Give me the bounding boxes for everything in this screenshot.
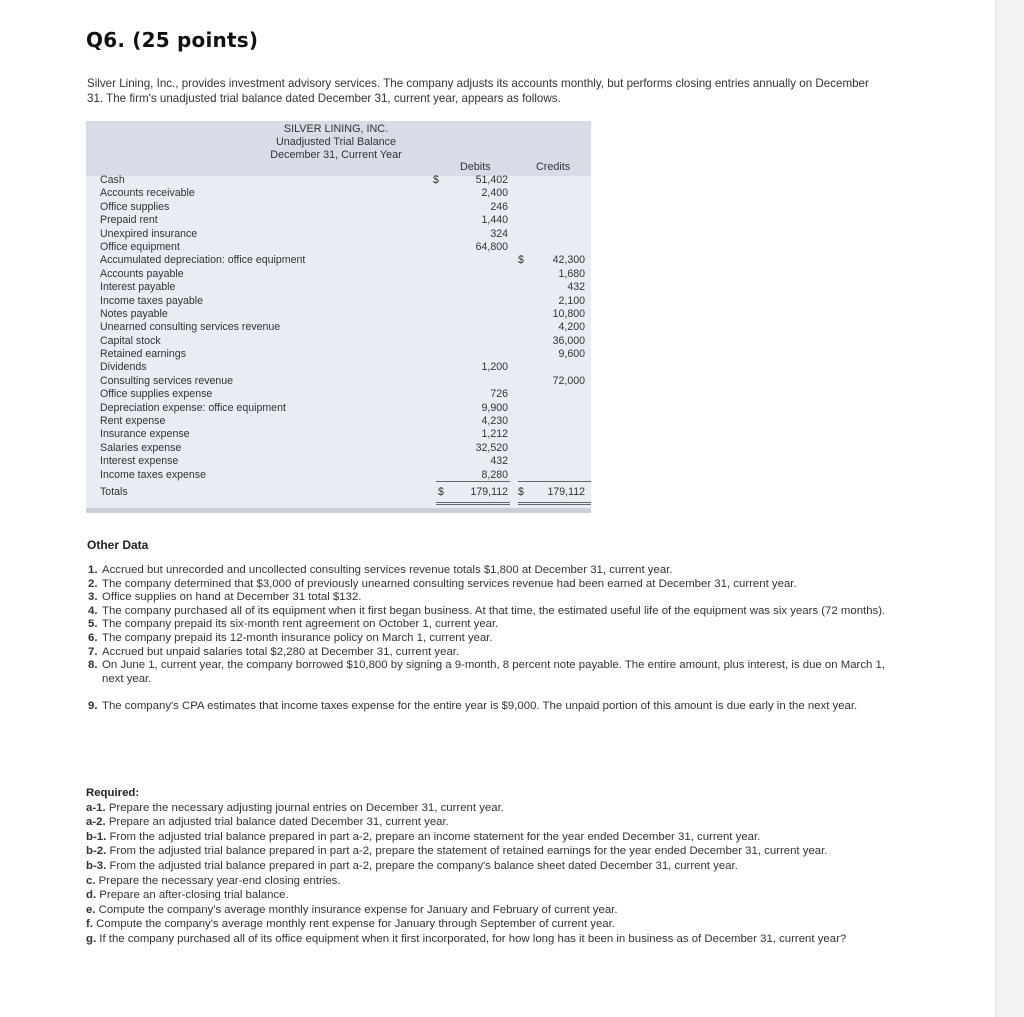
- table-row: [86, 174, 591, 187]
- totals-label: Totals: [100, 486, 128, 498]
- account-name: Interest expense: [100, 455, 179, 468]
- required-text: Prepare an after-closing trial balance.: [99, 889, 289, 902]
- page-margin-strip: [995, 0, 1024, 1017]
- table-row: [86, 348, 591, 361]
- required-text: Prepare an adjusted trial balance dated December 31, current year.: [108, 816, 449, 829]
- table-row: [86, 321, 591, 334]
- item-text: Accrued but unrecorded and uncollected consulting services revenue totals $1,800 at December 31, current year.: [102, 564, 673, 576]
- required-item: [86, 815, 896, 830]
- required-list: [86, 801, 896, 947]
- required-key: e.: [86, 903, 96, 916]
- totals-credit-dollar: $: [518, 486, 524, 498]
- other-data-heading: Other Data: [87, 538, 149, 552]
- table-row: [86, 415, 591, 428]
- table-row: [86, 295, 591, 308]
- credit-double-rule-2: [518, 504, 591, 505]
- list-item: [88, 618, 888, 632]
- credit-amount: 42,300: [552, 254, 585, 267]
- table-row: [86, 455, 591, 468]
- required-key: a-2.: [86, 816, 106, 829]
- credit-amount: 2,100: [558, 294, 585, 307]
- account-name: Office supplies expense: [100, 388, 213, 401]
- question-title: Q6. (25 points): [86, 28, 259, 52]
- debit-amount: 432: [490, 455, 508, 468]
- required-item: [86, 801, 896, 816]
- debit-amount: 246: [490, 200, 508, 213]
- list-item: [88, 659, 888, 686]
- table-row: [86, 281, 591, 294]
- credit-amount: 72,000: [552, 374, 585, 387]
- required-text: Compute the company's average monthly rent expense for January through September of current year.: [96, 918, 615, 931]
- account-name: Accounts receivable: [100, 187, 195, 200]
- account-name: Rent expense: [100, 415, 166, 428]
- required-key: b-3.: [86, 859, 107, 872]
- account-name: Income taxes payable: [100, 294, 204, 307]
- credit-amount: 4,200: [558, 321, 585, 334]
- account-name: Notes payable: [100, 307, 168, 320]
- table-row: [86, 335, 591, 348]
- required-key: b-2.: [86, 845, 107, 858]
- list-item: [88, 632, 888, 646]
- debit-amount: 32,520: [475, 441, 508, 454]
- debit-amount: 51,402: [475, 174, 508, 186]
- totals-debit-dollar: $: [438, 486, 444, 498]
- credit-double-rule-1: [518, 502, 591, 503]
- trial-balance-table: [86, 121, 591, 513]
- debit-amount: 1,200: [481, 361, 508, 374]
- account-name: Unearned consulting services revenue: [100, 321, 281, 334]
- required-text: Prepare the necessary adjusting journal entries on December 31, current year.: [108, 801, 504, 814]
- table-row: [86, 201, 591, 214]
- debit-double-rule-1: [436, 502, 510, 503]
- table-bottom-rule: [86, 508, 591, 513]
- table-row: [86, 375, 591, 388]
- totals-credit: 179,112: [547, 486, 585, 498]
- debit-amount: 9,900: [481, 401, 508, 414]
- table-row: [86, 361, 591, 374]
- item-number: 7.: [88, 645, 98, 658]
- required-item: [86, 932, 896, 947]
- table-row: [86, 241, 591, 254]
- item-text: The company's CPA estimates that income taxes expense for the entire year is $9,000. The unpaid portion of this amount is due early in the next year.: [102, 700, 858, 713]
- account-name: Depreciation expense: office equipment: [100, 401, 286, 414]
- credit-amount: 1,680: [558, 267, 585, 280]
- required-item: [86, 830, 896, 845]
- required-key: c.: [86, 874, 96, 887]
- debit-amount: 324: [490, 227, 508, 240]
- company-name: SILVER LINING, INC.: [283, 123, 389, 135]
- account-name: Dividends: [100, 361, 147, 374]
- item-text: The company determined that $3,000 of previously unearned consulting services revenue had been earned at December 31, current year.: [102, 577, 797, 590]
- credit-amount: 9,600: [558, 348, 585, 361]
- debit-double-rule-2: [436, 504, 510, 505]
- statement-name: Unadjusted Trial Balance: [275, 136, 397, 148]
- item-text: On June 1, current year, the company borrowed $10,800 by signing a 9-month, 8 percent note payable. The entire amount, plus interest, is due on March 1, next year.: [102, 659, 886, 685]
- required-section: [86, 786, 896, 947]
- table-row: [86, 469, 591, 482]
- debit-amount: 1,440: [481, 214, 508, 227]
- item-number: 4.: [88, 604, 98, 617]
- account-name: Insurance expense: [100, 428, 190, 441]
- list-item: [88, 646, 888, 660]
- list-item: [88, 700, 888, 714]
- debit-amount: 8,280: [481, 468, 508, 481]
- account-name: Accumulated depreciation: office equipment: [100, 254, 306, 267]
- item-number: 5.: [88, 618, 98, 631]
- required-heading: Required:: [86, 787, 140, 799]
- table-row: [86, 388, 591, 401]
- required-text: From the adjusted trial balance prepared in part a-2, prepare the statement of retained earnings for the year ended December 31, current year.: [109, 845, 828, 858]
- credit-total-rule: [518, 481, 591, 482]
- table-row: [86, 308, 591, 321]
- item-number: 3.: [88, 591, 98, 604]
- debit-total-rule: [436, 481, 510, 482]
- account-name: Interest payable: [100, 281, 176, 294]
- other-data-list: [88, 564, 888, 714]
- table-row: [86, 214, 591, 227]
- account-name: Salaries expense: [100, 441, 182, 454]
- item-text: The company prepaid its 12-month insurance policy on March 1, current year.: [102, 631, 493, 644]
- debit-amount: 726: [490, 388, 508, 401]
- totals-debit: 179,112: [470, 486, 508, 498]
- debit-amount: 2,400: [481, 187, 508, 200]
- required-item: [86, 859, 896, 874]
- item-text: The company prepaid its six-month rent agreement on October 1, current year.: [102, 618, 499, 631]
- required-key: f.: [86, 918, 93, 931]
- required-item: [86, 844, 896, 859]
- debit-amount: 4,230: [481, 415, 508, 428]
- credits-header: Credits: [536, 161, 571, 173]
- item-number: 8.: [88, 659, 98, 672]
- required-text: From the adjusted trial balance prepared in part a-2, prepare an income statement for the year ended December 31, current year.: [109, 830, 761, 843]
- debit-amount: 64,800: [475, 240, 508, 253]
- required-item: [86, 874, 896, 889]
- required-text: From the adjusted trial balance prepared in part a-2, prepare the company's balance sheet dated December 31, current year.: [109, 859, 738, 872]
- list-item: [88, 591, 888, 605]
- required-key: d.: [86, 889, 97, 902]
- account-name: Consulting services revenue: [100, 374, 234, 387]
- table-row: [86, 402, 591, 415]
- account-name: Office equipment: [100, 240, 180, 253]
- required-text: Prepare the necessary year-end closing entries.: [98, 874, 341, 887]
- required-item: [86, 917, 896, 932]
- required-key: g.: [86, 932, 97, 945]
- table-row: [86, 187, 591, 200]
- totals-row: [86, 483, 591, 501]
- required-text: Compute the company's average monthly insurance expense for January and February of current year.: [98, 903, 618, 916]
- list-item: [88, 564, 888, 578]
- required-item: [86, 903, 896, 918]
- credit-amount: 432: [567, 281, 585, 294]
- table-row: [86, 228, 591, 241]
- item-number: 2.: [88, 577, 98, 590]
- credit-amount: 36,000: [552, 334, 585, 347]
- debit-amount: 1,212: [481, 428, 508, 441]
- item-text: Accrued but unpaid salaries total $2,280 at December 31, current year.: [102, 645, 460, 658]
- account-name: Office supplies: [100, 200, 170, 213]
- account-name: Income taxes expense: [100, 468, 206, 481]
- item-text: The company purchased all of its equipment when it first began business. At that time, the estimated useful life of the equipment was six years (72 months).: [102, 604, 886, 617]
- table-body: [86, 174, 591, 482]
- account-name: Retained earnings: [100, 348, 186, 361]
- list-item: [88, 605, 888, 619]
- item-text: Office supplies on hand at December 31 total $132.: [102, 591, 362, 604]
- table-row: [86, 442, 591, 455]
- credit-amount: 10,800: [552, 307, 585, 320]
- debits-header: Debits: [460, 161, 491, 173]
- statement-date: December 31, Current Year: [270, 149, 402, 161]
- credit-dollar-sign: $: [518, 254, 524, 267]
- account-name: Prepaid rent: [100, 214, 158, 227]
- table-row: [86, 268, 591, 281]
- required-key: a-1.: [86, 801, 106, 814]
- table-title-block: [226, 123, 446, 162]
- required-item: [86, 888, 896, 903]
- account-name: Unexpired insurance: [100, 227, 198, 240]
- required-key: b-1.: [86, 830, 107, 843]
- table-row: [86, 254, 591, 267]
- account-name: Cash: [100, 174, 125, 186]
- table-row: [86, 428, 591, 441]
- list-item: [88, 578, 888, 592]
- item-number: 6.: [88, 631, 98, 644]
- item-number: 9.: [88, 700, 98, 713]
- required-text: If the company purchased all of its office equipment when it first incorporated, for how long has it been in business as of December 31, current year?: [99, 932, 847, 945]
- item-number: 1.: [88, 564, 98, 576]
- account-name: Capital stock: [100, 334, 161, 347]
- account-name: Accounts payable: [100, 267, 184, 280]
- debit-dollar-sign: $: [433, 174, 439, 186]
- intro-paragraph: Silver Lining, Inc., provides investment advisory services. The company adjusts its accounts monthly, but performs closing entries annually on December 31. The firm's unadjusted trial balance dated December 31, current year, appears as follows.: [87, 77, 869, 105]
